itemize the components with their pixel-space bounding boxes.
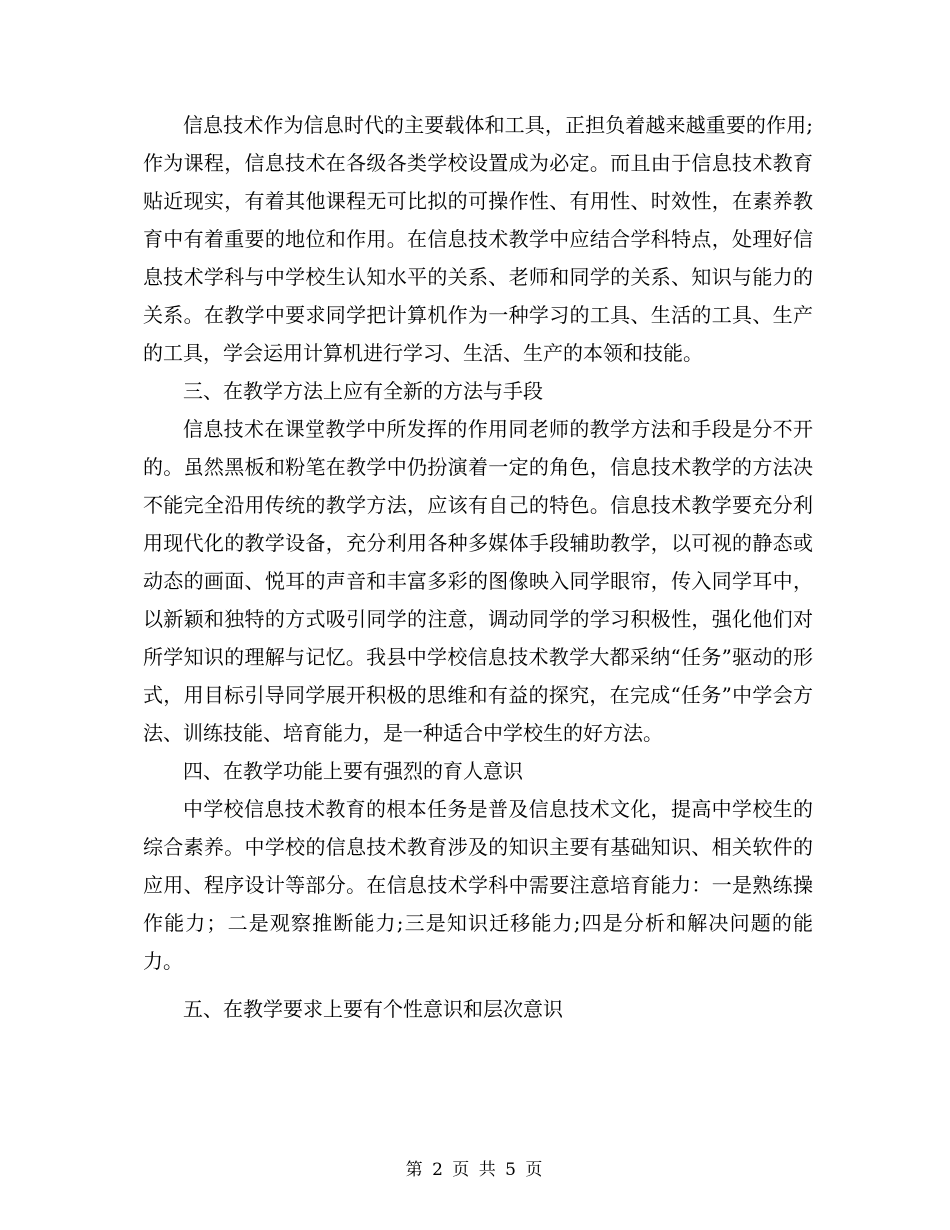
section-heading-5: 五、在教学要求上要有个性意识和层次意识 <box>183 997 563 1021</box>
paragraph-education-function: 中学校信息技术教育的根本任务是普及信息技术文化，提高中学校生的综合素养。中学校的信息技术教育涉及的知识主要有基础知识、相关软件的应用、程序设计等部分。在信息技术学科中需要注意培育能力：一是熟练操作能力；二是观察推断能力;三是知识迁移能力;四是分析和解决问题的能力。 <box>143 797 813 973</box>
section-heading-3: 三、在教学方法上应有全新的方法与手段 <box>183 379 543 403</box>
page-number-footer: 第 2 页 共 5 页 <box>405 1160 545 1180</box>
paragraph-intro: 信息技术作为信息时代的主要载体和工具，正担负着越来越重要的作用;作为课程，信息技术在各级各类学校设置成为必定。而且由于信息技术教育贴近现实，有着其他课程无可比拟的可操作性、有用性、时效性，在素养教育中有着重要的地位和作用。在信息技术教学中应结合学科特点，处理好信息技术学科与中学校生认知水平的关系、老师和同学的关系、知识与能力的关系。在教学中要求同学把计算机作为一种学习的工具、生活的工具、生产的工具，学会运用计算机进行学习、生活、生产的本领和技能。 <box>143 113 813 365</box>
document-body <box>143 106 813 1028</box>
section-heading-4: 四、在教学功能上要有强烈的育人意识 <box>183 759 523 783</box>
paragraph-teaching-methods: 信息技术在课堂教学中所发挥的作用同老师的教学方法和手段是分不开的。虽然黑板和粉笔在教学中仍扮演着一定的角色，信息技术教学的方法决不能完全沿用传统的教学方法，应该有自己的特色。信息技术教学要充分利用现代化的教学设备，充分利用各种多媒体手段辅助教学，以可视的静态或动态的画面、悦耳的声音和丰富多彩的图像映入同学眼帘，传入同学耳中，以新颖和独特的方式吸引同学的注意，调动同学的学习积极性，强化他们对所学知识的理解与记忆。我县中学校信息技术教学大都采纳“任务”驱动的形式，用目标引导同学展开积极的思维和有益的探究，在完成“任务”中学会方法、训练技能、培育能力，是一种适合中学校生的好方法。 <box>143 417 813 745</box>
